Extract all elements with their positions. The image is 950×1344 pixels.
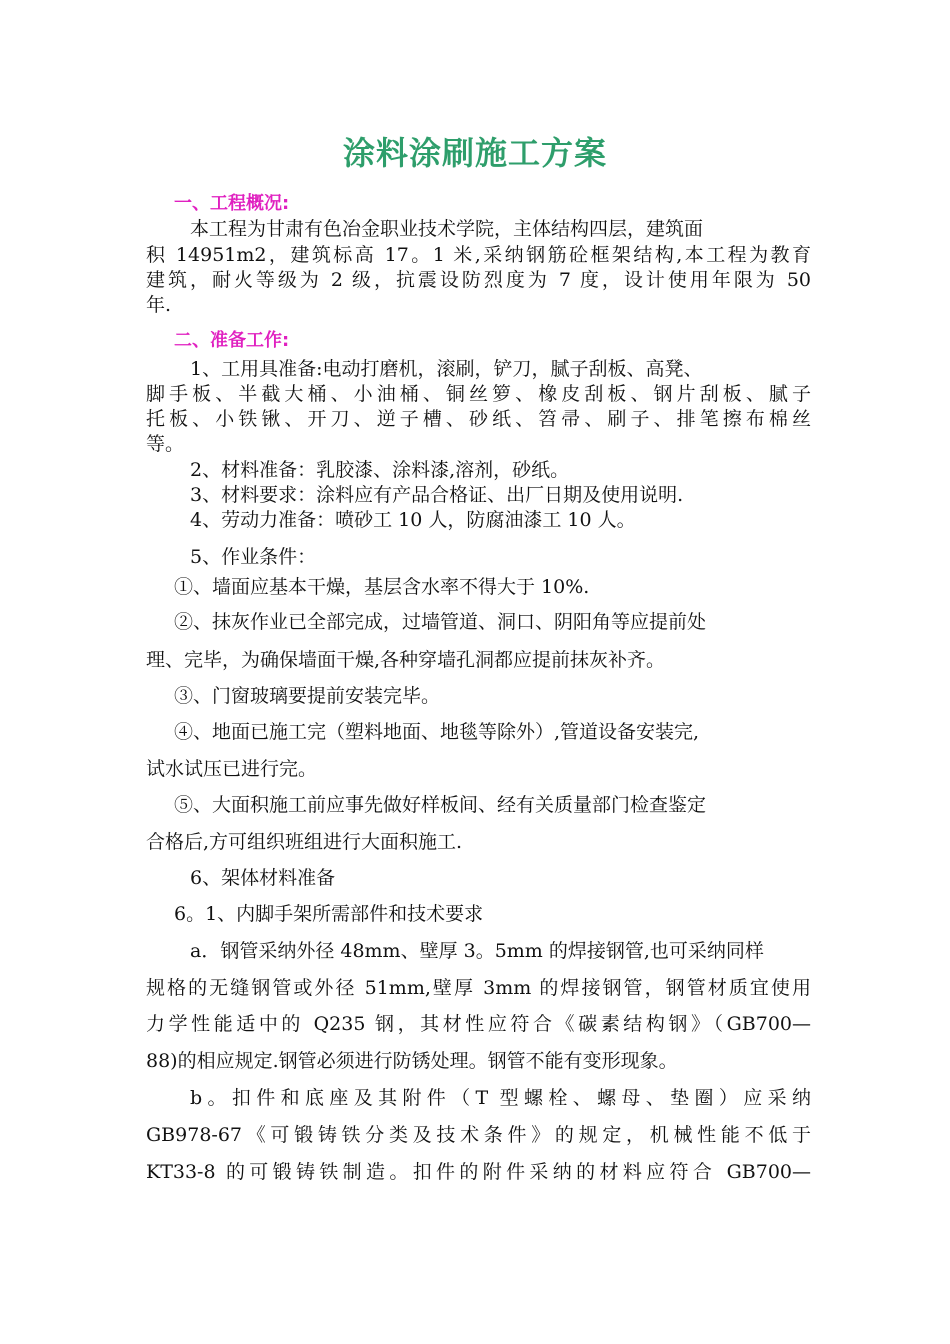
paragraph-line: 年. — [146, 294, 172, 316]
paragraph-line: ④、地面已施工完（塑料地面、地毯等除外）,管道设备安装完, — [174, 721, 700, 743]
paragraph-line: 脚手板、半截大桶、小油桶、铜丝箩、橡皮刮板、钢片刮板、腻子 — [146, 383, 811, 405]
paragraph-line: 5、作业条件： — [190, 546, 317, 568]
document-title: 涂料涂刷施工方案 — [342, 134, 607, 172]
paragraph-line: 4、劳动力准备：喷砂工 10 人，防腐油漆工 10 人。 — [190, 509, 636, 531]
paragraph-line: 托板、小铁锹、开刀、逆子槽、砂纸、笤帚、刷子、排笔擦布棉丝 — [146, 408, 811, 430]
paragraph-line: 等。 — [146, 433, 185, 455]
paragraph-line: KT33-8 的可锻铸铁制造。扣件的附件采纳的材料应符合 GB700— — [146, 1161, 811, 1183]
paragraph-line: ⑤、大面积施工前应事先做好样板间、经有关质量部门检查鉴定 — [174, 794, 707, 816]
paragraph-line: ③、门窗玻璃要提前安装完毕。 — [174, 685, 441, 707]
paragraph-line: 88)的相应规定.钢管必须进行防锈处理。钢管不能有变形现象。 — [146, 1050, 678, 1072]
paragraph-line: 积 14951m2，建筑标高 17。1 米,采纳钢筋砼框架结构,本工程为教育 — [146, 244, 811, 266]
paragraph-line: ①、墙面应基本干燥，基层含水率不得大于 10%. — [174, 576, 590, 598]
paragraph-line: a．钢管采纳外径 48mm、壁厚 3。5mm 的焊接钢管,也可采纳同样 — [190, 940, 764, 962]
paragraph-line: 6、架体材料准备 — [190, 867, 336, 889]
section-heading: 二、准备工作: — [174, 330, 290, 351]
paragraph-line: 理、完毕，为确保墙面干燥,各种穿墙孔洞都应提前抹灰补齐。 — [146, 649, 666, 671]
paragraph-line: 建筑，耐火等级为 2 级，抗震设防烈度为 7 度，设计使用年限为 50 — [146, 269, 811, 291]
paragraph-line: 合格后,方可组织班组进行大面积施工. — [146, 831, 463, 853]
paragraph-line: 3、材料要求：涂料应有产品合格证、出厂日期及使用说明. — [190, 484, 684, 506]
paragraph-line: 试水试压已进行完。 — [146, 758, 318, 780]
paragraph-line: GB978-67《可锻铸铁分类及技术条件》的规定，机械性能不低于 — [146, 1124, 811, 1146]
paragraph-line: b。扣件和底座及其附件（T 型螺栓、螺母、垫圈）应采纳 — [190, 1087, 811, 1109]
paragraph-line: ②、抹灰作业已全部完成，过墙管道、洞口、阴阳角等应提前处 — [174, 611, 707, 633]
paragraph-line: 2、材料准备：乳胶漆、涂料漆,溶剂，砂纸。 — [190, 459, 570, 481]
paragraph-line: 规格的无缝钢管或外径 51mm,壁厚 3mm 的焊接钢管，钢管材质宜使用 — [146, 977, 811, 999]
paragraph-line: 本工程为甘肃有色冶金职业技术学院，主体结构四层，建筑面 — [190, 218, 704, 240]
paragraph-line: 6。1、内脚手架所需部件和技术要求 — [174, 903, 484, 925]
paragraph-line: 力学性能适中的 Q235 钢，其材性应符合《碳素结构钢》（GB700— — [146, 1013, 811, 1035]
paragraph-line: 1、工用具准备:电动打磨机，滚刷，铲刀，腻子刮板、高凳、 — [190, 358, 703, 380]
section-heading: 一、工程概况: — [174, 193, 290, 214]
